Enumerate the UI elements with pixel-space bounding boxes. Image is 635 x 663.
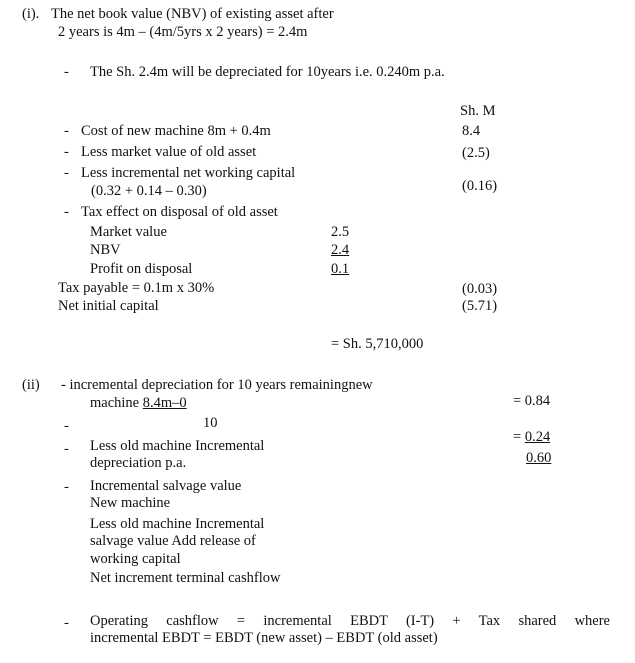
nbv-statement-line1: The net book value (NBV) of existing asset after <box>51 6 334 22</box>
net-initial-capital-label: Net initial capital <box>58 298 159 314</box>
bullet-dash: - <box>64 204 69 220</box>
salvage-line-2: New machine <box>90 495 171 511</box>
net-initial-capital-value: (5.71) <box>462 298 498 314</box>
cost-new-machine-label: Cost of new machine 8m + 0.4m <box>81 123 271 139</box>
operating-cashflow-line2: incremental EBDT = EBDT (new asset) – EBDT (old asset) <box>90 630 438 646</box>
incremental-depreciation-line1: - incremental depreciation for 10 years remainingnew <box>61 377 373 393</box>
profit-disposal-amount: 0.1 <box>331 261 350 277</box>
result-total: = Sh. 5,710,000 <box>331 336 424 352</box>
depreciation-fraction-denominator: 10 <box>203 415 218 431</box>
market-value-old-value: (2.5) <box>462 145 490 161</box>
bullet-dash: - <box>64 64 69 80</box>
profit-disposal-label: Profit on disposal <box>90 261 193 277</box>
salvage-line-3: Less old machine Incremental <box>90 516 265 532</box>
depreciation-value-old <box>513 429 550 446</box>
incremental-depreciation-line2 <box>90 395 187 412</box>
salvage-line-1: Incremental salvage value <box>90 478 242 494</box>
cost-new-machine-value: 8.4 <box>462 123 481 139</box>
bullet-dash: - <box>64 441 69 457</box>
old-depreciation-amount: 0.24 <box>524 429 551 445</box>
nwc-calculation: (0.32 + 0.14 – 0.30) <box>91 183 207 199</box>
nbv-amount: 2.4 <box>331 242 350 258</box>
depreciation-fraction-numerator: 8.4m–0 <box>142 395 187 411</box>
operating-cashflow-line1: Operating cashflow = incremental EBDT (I-T) + Tax shared where <box>90 613 610 629</box>
column-header-sh-m: Sh. M <box>460 103 496 119</box>
bullet-dash: - <box>64 144 69 160</box>
market-value-amount: 2.5 <box>331 224 350 240</box>
part-ii-marker: (ii) <box>22 377 40 393</box>
tax-effect-label: Tax effect on disposal of old asset <box>81 204 278 220</box>
nbv-statement-line2: 2 years is 4m – (4m/5yrs x 2 years) = 2.4m <box>58 24 308 40</box>
bullet-dash: - <box>64 418 69 434</box>
nwc-value: (0.16) <box>462 178 498 194</box>
salvage-line-5: working capital <box>90 551 181 567</box>
market-value-old-label: Less market value of old asset <box>81 144 257 160</box>
bullet-dash: - <box>64 479 69 495</box>
depreciation-value-new: = 0.84 <box>513 393 551 409</box>
bullet-dash: - <box>64 615 69 631</box>
bullet-dash: - <box>64 123 69 139</box>
old-machine-depreciation-line1: Less old machine Incremental <box>90 438 265 454</box>
machine-word: machine <box>90 395 143 411</box>
salvage-line-6: Net increment terminal cashflow <box>90 570 281 586</box>
depreciation-note: The Sh. 2.4m will be depreciated for 10years i.e. 0.240m p.a. <box>90 64 445 80</box>
nbv-label: NBV <box>90 242 121 258</box>
equals-sign: = <box>513 429 525 445</box>
bullet-dash: - <box>64 165 69 181</box>
old-machine-depreciation-line2: depreciation p.a. <box>90 455 187 471</box>
tax-payable-value: (0.03) <box>462 281 498 297</box>
part-i-marker: (i). <box>22 6 40 22</box>
market-value-label: Market value <box>90 224 167 240</box>
nwc-label: Less incremental net working capital <box>81 165 296 181</box>
tax-payable-label: Tax payable = 0.1m x 30% <box>58 280 215 296</box>
net-depreciation-value: 0.60 <box>526 450 552 466</box>
salvage-line-4: salvage value Add release of <box>90 533 256 549</box>
